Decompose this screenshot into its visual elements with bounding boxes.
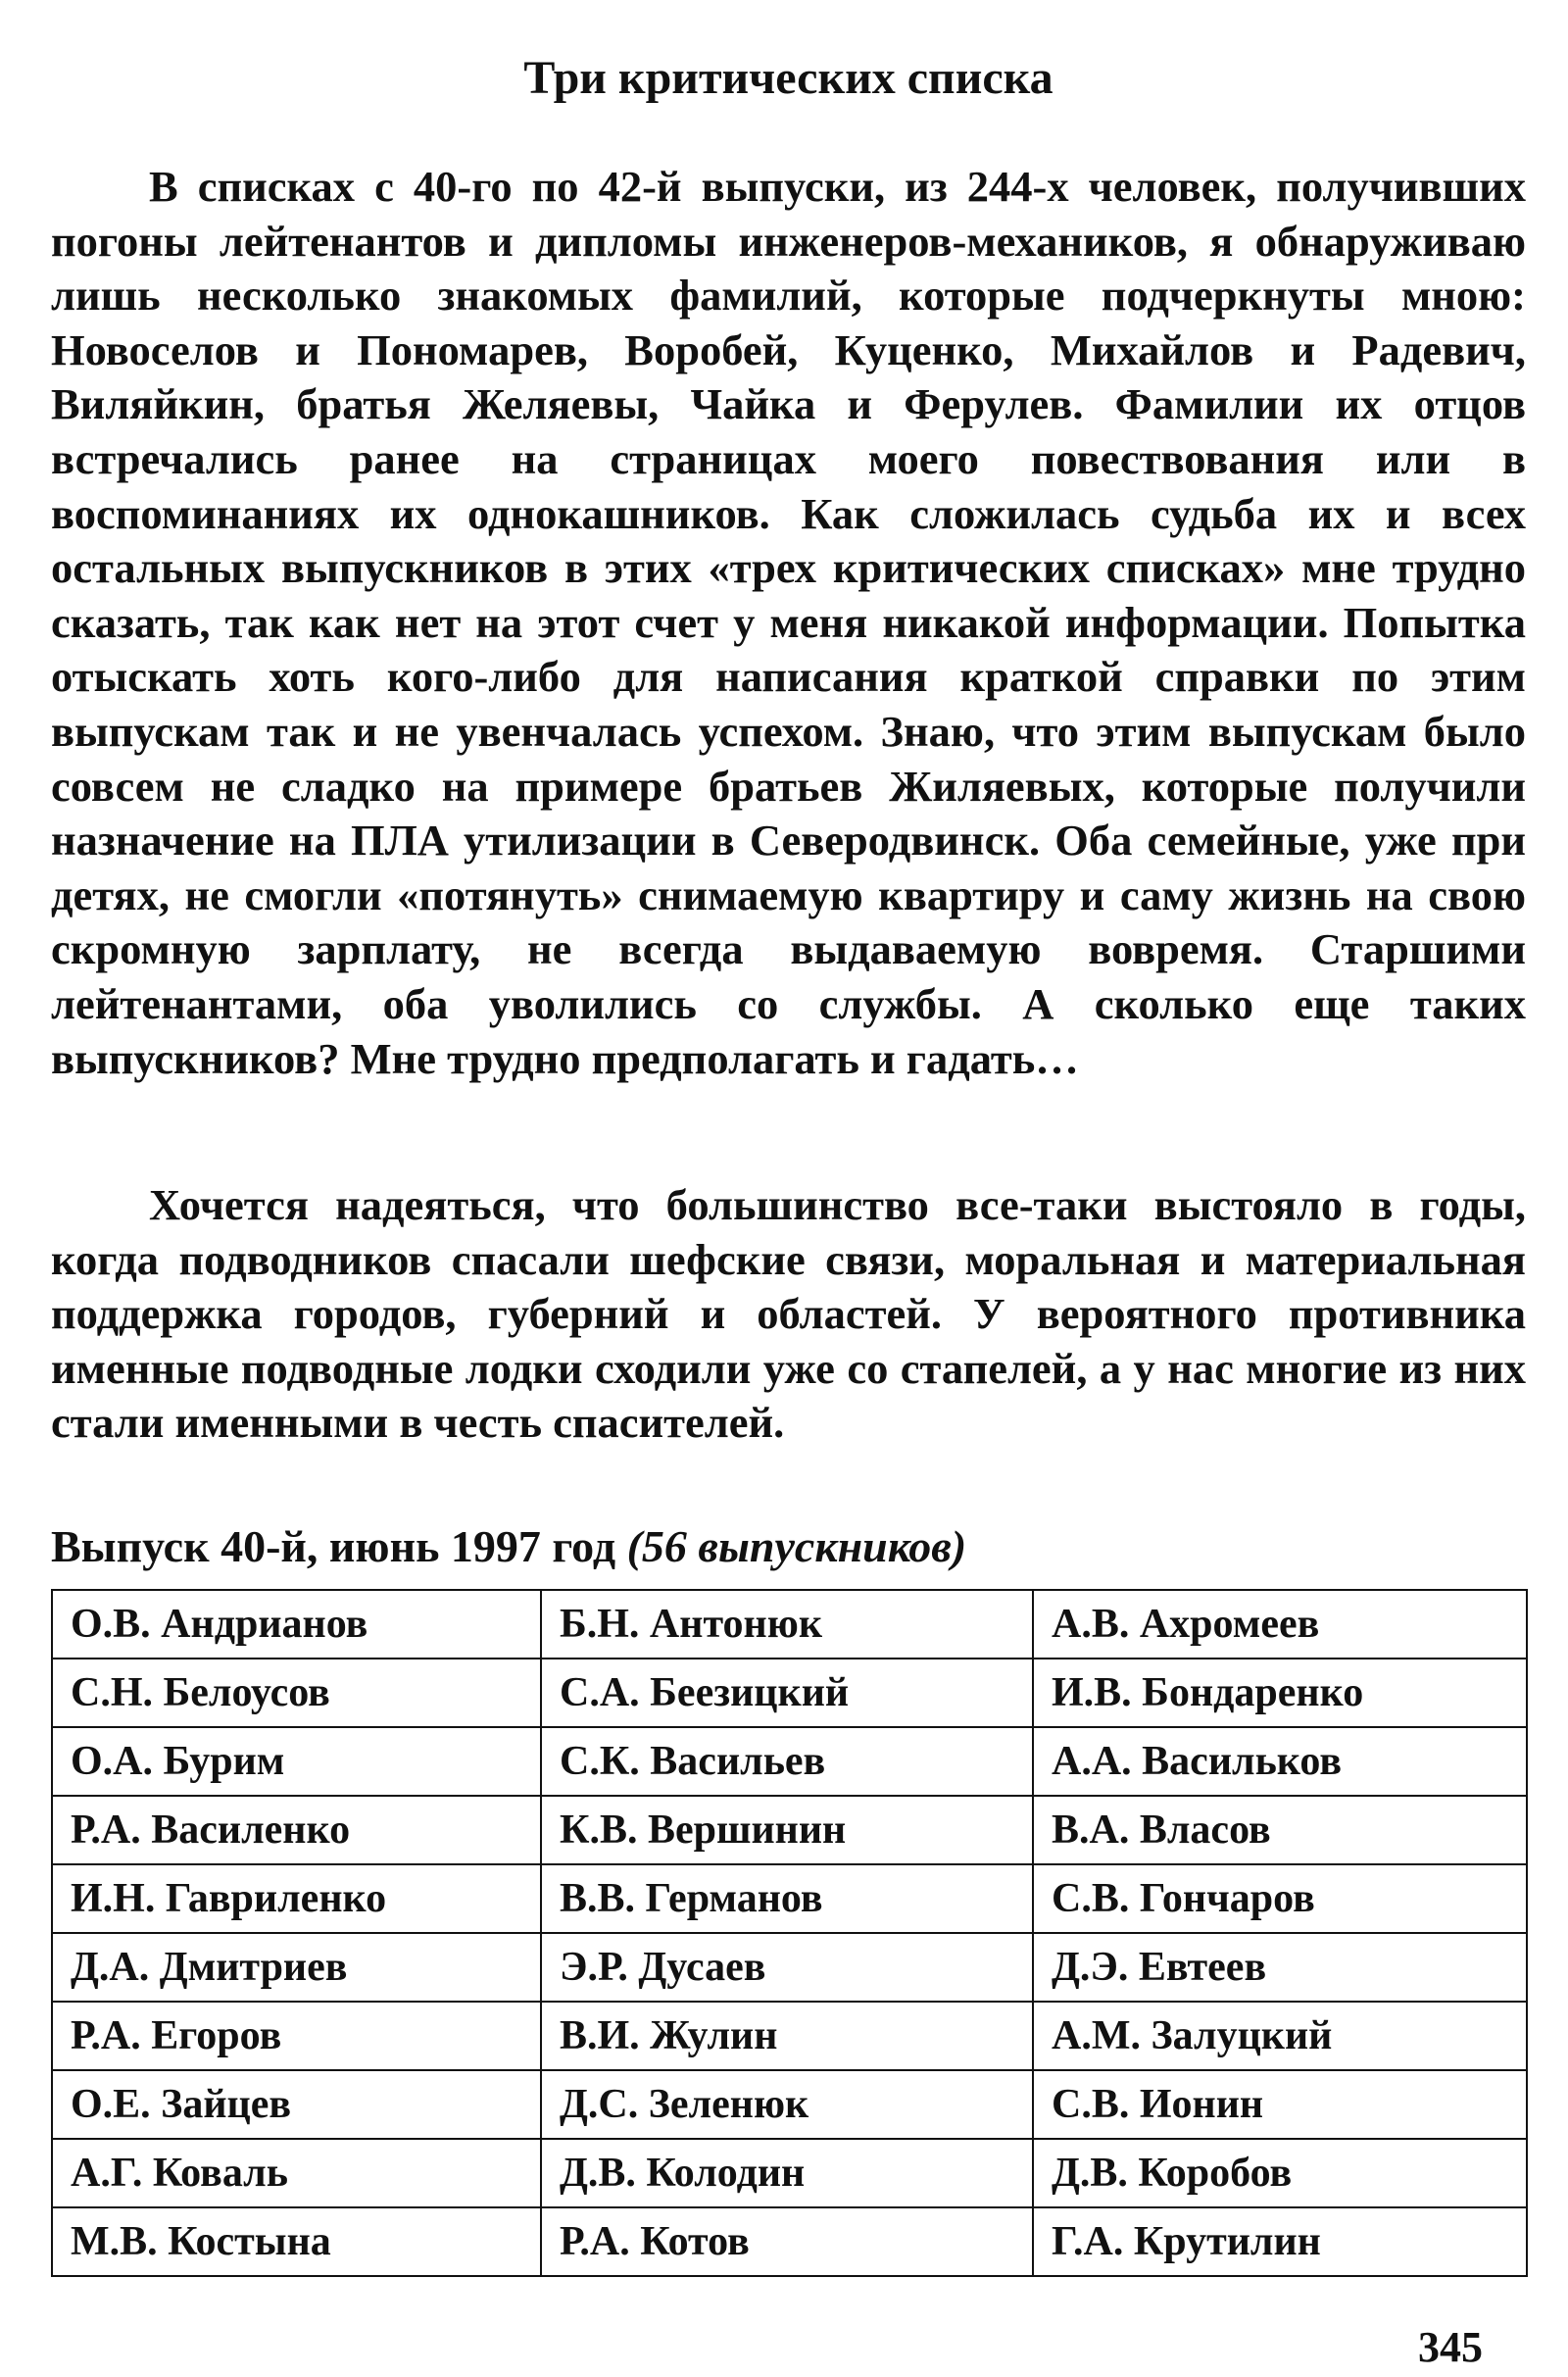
table-cell: А.М. Залуцкий [1033,2002,1527,2070]
table-cell: В.В. Германов [541,1864,1033,1933]
table-cell: С.В. Гончаров [1033,1864,1527,1933]
table-cell: А.В. Ахромеев [1033,1590,1527,1659]
table-cell: К.В. Вершинин [541,1796,1033,1864]
table-cell: А.А. Васильков [1033,1727,1527,1796]
table-cell: И.Н. Гавриленко [52,1864,541,1933]
table-row [52,2207,1527,2276]
table-row [52,1933,1527,2002]
table-cell: Д.В. Колодин [541,2139,1033,2207]
body-paragraph-2: Хочется надеяться, что большинство все-таки выстояло в годы, когда подводников спасали шефские связи, моральная и материальная поддержка городов, губерний и областей. У вероятного противника именные подводные лодки сходили уже со стапелей, а у нас многие из них стали именными в честь спасителей. [51,1180,1526,1448]
table-cell: И.В. Бондаренко [1033,1659,1527,1727]
table-cell: С.А. Беезицкий [541,1659,1033,1727]
table-row [52,1659,1527,1727]
table-row [52,2070,1527,2139]
chapter-heading: Три критических списка [523,52,1054,104]
section-title [51,1517,966,1576]
table-cell: С.Н. Белоусов [52,1659,541,1727]
graduates-table [51,1589,1528,2277]
table-row [52,1864,1527,1933]
table-cell: В.И. Жулин [541,2002,1033,2070]
table-row [52,2002,1527,2070]
table-row [52,2139,1527,2207]
table-cell: Р.А. Василенко [52,1796,541,1864]
table-cell: О.Е. Зайцев [52,2070,541,2139]
table-cell: Э.Р. Дусаев [541,1933,1033,2002]
table-cell: О.В. Андрианов [52,1590,541,1659]
table-cell: Д.В. Коробов [1033,2139,1527,2207]
table-cell: Д.Э. Евтеев [1033,1933,1527,2002]
table-cell: Р.А. Котов [541,2207,1033,2276]
section-subtitle: (56 выпускников) [626,1521,967,1571]
table-cell: О.А. Бурим [52,1727,541,1796]
body-paragraph-1: В списках с 40-го по 42-й выпуски, из 244-х человек, получивших погоны лейтенантов и дипломы инженеров-механиков, я обнаруживаю лишь несколько знакомых фамилий, которые подчеркнуты мною: Новоселов и Пономарев, Воробей, Куценко, Михайлов и Радевич, Виляйкин, братья Желяевы, Чайка и Ферулев. Фамилии их отцов встречались ранее на страницах моего повествования или в воспоминаниях их однокашников. Как сложилась судьба их и всех остальных выпускников в этих «трех критических списках» мне трудно сказать, так как нет на этот счет у меня никакой информации. Попытка отыскать хоть кого-либо для написания краткой справки по этим выпускам так и не увенчалась успехом. Знаю, что этим выпускам было совсем не сладко на примере братьев Жиляевых, которые получили назначение на ПЛА утилизации в Северодвинск. Оба семейные, уже при детях, не смогли «потянуть» снимаемую квартиру и саму жизнь на свою скромную зарплату, не всегда выдаваемую вовремя. Старшими лейтенантами, оба уволились со службы. А сколько еще таких выпускников? Мне трудно предполагать и гадать… [51,162,1526,1083]
table-cell: С.К. Васильев [541,1727,1033,1796]
table-cell: А.Г. Коваль [52,2139,541,2207]
table-cell: М.В. Костына [52,2207,541,2276]
table-cell: Д.А. Дмитриев [52,1933,541,2002]
page-number: 345 [1418,2323,1483,2371]
table-cell: Б.Н. Антонюк [541,1590,1033,1659]
table-cell: Д.С. Зеленюк [541,2070,1033,2139]
table-cell: В.А. Власов [1033,1796,1527,1864]
table-row [52,1727,1527,1796]
table-row [52,1590,1527,1659]
table-cell: Р.А. Егоров [52,2002,541,2070]
table-cell: Г.А. Крутилин [1033,2207,1527,2276]
section-title-text: Выпуск 40-й, июнь 1997 год [51,1521,616,1571]
table-cell: С.В. Ионин [1033,2070,1527,2139]
table-row [52,1796,1527,1864]
